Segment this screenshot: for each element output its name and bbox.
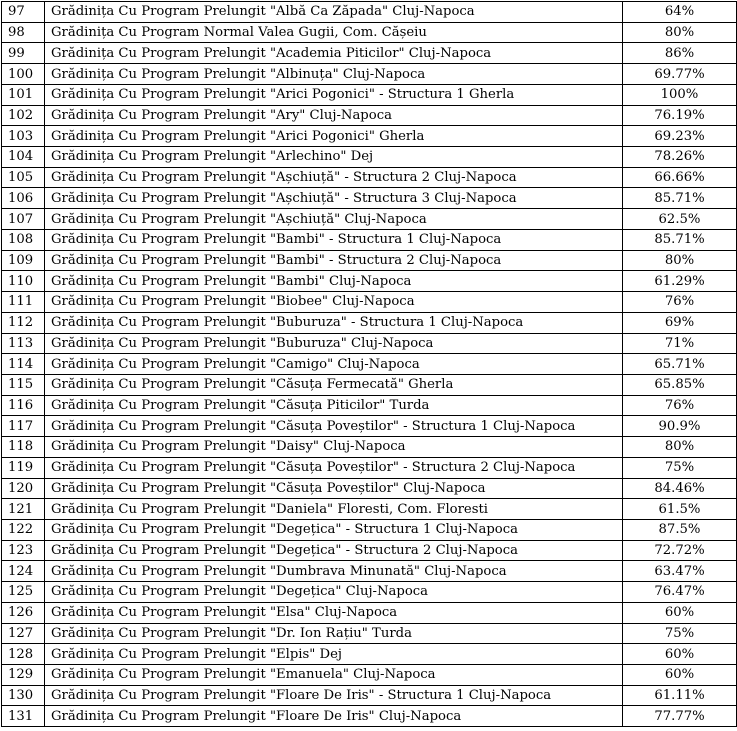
table-body bbox=[2, 2, 737, 727]
table-row bbox=[2, 685, 737, 706]
kindergarten-name-cell: Grădinița Cu Program Prelungit "Arlechino" Dej bbox=[45, 147, 623, 168]
table-row bbox=[2, 540, 737, 561]
table-row bbox=[2, 519, 737, 540]
kindergarten-name-cell: Grădinița Cu Program Prelungit "Degețica" - Structura 2 Cluj-Napoca bbox=[45, 540, 623, 561]
table-row bbox=[2, 354, 737, 375]
table-row bbox=[2, 209, 737, 230]
percentage-cell: 61.29% bbox=[623, 271, 737, 292]
kindergarten-name-cell: Grădinița Cu Program Prelungit "Dr. Ion Rațiu" Turda bbox=[45, 623, 623, 644]
percentage-cell: 77.77% bbox=[623, 706, 737, 727]
table-row bbox=[2, 271, 737, 292]
row-number-cell: 128 bbox=[2, 644, 45, 665]
row-number-cell: 103 bbox=[2, 126, 45, 147]
percentage-cell: 61.11% bbox=[623, 685, 737, 706]
kindergarten-name-cell: Grădinița Cu Program Prelungit "Daniela" Floresti, Com. Floresti bbox=[45, 499, 623, 520]
percentage-cell: 60% bbox=[623, 602, 737, 623]
percentage-cell: 62.5% bbox=[623, 209, 737, 230]
percentage-cell: 100% bbox=[623, 84, 737, 105]
row-number-cell: 99 bbox=[2, 43, 45, 64]
table-row bbox=[2, 437, 737, 458]
row-number-cell: 102 bbox=[2, 105, 45, 126]
percentage-cell: 80% bbox=[623, 437, 737, 458]
kindergarten-name-cell: Grădinița Cu Program Prelungit "Așchiuță" - Structura 2 Cluj-Napoca bbox=[45, 167, 623, 188]
percentage-cell: 76% bbox=[623, 292, 737, 313]
row-number-cell: 112 bbox=[2, 312, 45, 333]
row-number-cell: 114 bbox=[2, 354, 45, 375]
table-row bbox=[2, 374, 737, 395]
row-number-cell: 119 bbox=[2, 457, 45, 478]
row-number-cell: 118 bbox=[2, 437, 45, 458]
percentage-cell: 72.72% bbox=[623, 540, 737, 561]
row-number-cell: 127 bbox=[2, 623, 45, 644]
kindergarten-name-cell: Grădinița Cu Program Prelungit "Floare De Iris" - Structura 1 Cluj-Napoca bbox=[45, 685, 623, 706]
table-row bbox=[2, 2, 737, 23]
table-row bbox=[2, 64, 737, 85]
table-row bbox=[2, 292, 737, 313]
percentage-cell: 63.47% bbox=[623, 561, 737, 582]
table-row bbox=[2, 188, 737, 209]
percentage-cell: 87.5% bbox=[623, 519, 737, 540]
table-row bbox=[2, 312, 737, 333]
kindergarten-name-cell: Grădinița Cu Program Prelungit "Bambi" Cluj-Napoca bbox=[45, 271, 623, 292]
row-number-cell: 111 bbox=[2, 292, 45, 313]
percentage-cell: 65.71% bbox=[623, 354, 737, 375]
table-row bbox=[2, 167, 737, 188]
table-row bbox=[2, 84, 737, 105]
table-row bbox=[2, 229, 737, 250]
percentage-cell: 75% bbox=[623, 457, 737, 478]
table-row bbox=[2, 582, 737, 603]
row-number-cell: 125 bbox=[2, 582, 45, 603]
row-number-cell: 121 bbox=[2, 499, 45, 520]
kindergarten-table bbox=[1, 1, 737, 727]
kindergarten-name-cell: Grădinița Cu Program Prelungit "Buburuza" - Structura 1 Cluj-Napoca bbox=[45, 312, 623, 333]
row-number-cell: 122 bbox=[2, 519, 45, 540]
row-number-cell: 117 bbox=[2, 416, 45, 437]
percentage-cell: 69.77% bbox=[623, 64, 737, 85]
kindergarten-name-cell: Grădinița Cu Program Prelungit "Elsa" Cluj-Napoca bbox=[45, 602, 623, 623]
percentage-cell: 85.71% bbox=[623, 229, 737, 250]
kindergarten-name-cell: Grădinița Cu Program Prelungit "Albinuța" Cluj-Napoca bbox=[45, 64, 623, 85]
row-number-cell: 123 bbox=[2, 540, 45, 561]
table-row bbox=[2, 105, 737, 126]
kindergarten-name-cell: Grădinița Cu Program Prelungit "Arici Pogonici" - Structura 1 Gherla bbox=[45, 84, 623, 105]
table-row bbox=[2, 499, 737, 520]
table-row bbox=[2, 457, 737, 478]
percentage-cell: 86% bbox=[623, 43, 737, 64]
kindergarten-name-cell: Grădinița Cu Program Prelungit "Biobee" Cluj-Napoca bbox=[45, 292, 623, 313]
table-row bbox=[2, 706, 737, 727]
table-row bbox=[2, 644, 737, 665]
kindergarten-name-cell: Grădinița Cu Program Prelungit "Degețica" - Structura 1 Cluj-Napoca bbox=[45, 519, 623, 540]
percentage-cell: 71% bbox=[623, 333, 737, 354]
row-number-cell: 120 bbox=[2, 478, 45, 499]
row-number-cell: 110 bbox=[2, 271, 45, 292]
kindergarten-name-cell: Grădinița Cu Program Prelungit "Degețica" Cluj-Napoca bbox=[45, 582, 623, 603]
kindergarten-name-cell: Grădinița Cu Program Prelungit "Căsuța Fermecată" Gherla bbox=[45, 374, 623, 395]
table-row bbox=[2, 126, 737, 147]
table-row bbox=[2, 333, 737, 354]
row-number-cell: 108 bbox=[2, 229, 45, 250]
kindergarten-name-cell: Grădinița Cu Program Prelungit "Albă Ca Zăpada" Cluj-Napoca bbox=[45, 2, 623, 23]
row-number-cell: 113 bbox=[2, 333, 45, 354]
kindergarten-name-cell: Grădinița Cu Program Prelungit "Bambi" - Structura 2 Cluj-Napoca bbox=[45, 250, 623, 271]
row-number-cell: 115 bbox=[2, 374, 45, 395]
row-number-cell: 126 bbox=[2, 602, 45, 623]
kindergarten-name-cell: Grădinița Cu Program Prelungit "Emanuela" Cluj-Napoca bbox=[45, 665, 623, 686]
row-number-cell: 116 bbox=[2, 395, 45, 416]
row-number-cell: 98 bbox=[2, 22, 45, 43]
kindergarten-name-cell: Grădinița Cu Program Prelungit "Camigo" Cluj-Napoca bbox=[45, 354, 623, 375]
kindergarten-name-cell: Grădinița Cu Program Prelungit "Buburuza" Cluj-Napoca bbox=[45, 333, 623, 354]
percentage-cell: 80% bbox=[623, 22, 737, 43]
table-row bbox=[2, 478, 737, 499]
percentage-cell: 78.26% bbox=[623, 147, 737, 168]
percentage-cell: 69.23% bbox=[623, 126, 737, 147]
percentage-cell: 90.9% bbox=[623, 416, 737, 437]
table-row bbox=[2, 416, 737, 437]
table-row bbox=[2, 22, 737, 43]
row-number-cell: 124 bbox=[2, 561, 45, 582]
percentage-cell: 69% bbox=[623, 312, 737, 333]
percentage-cell: 66.66% bbox=[623, 167, 737, 188]
kindergarten-name-cell: Grădinița Cu Program Normal Valea Gugii, Com. Cășeiu bbox=[45, 22, 623, 43]
percentage-cell: 80% bbox=[623, 250, 737, 271]
row-number-cell: 105 bbox=[2, 167, 45, 188]
percentage-cell: 60% bbox=[623, 665, 737, 686]
kindergarten-name-cell: Grădinița Cu Program Prelungit "Floare De Iris" Cluj-Napoca bbox=[45, 706, 623, 727]
percentage-cell: 64% bbox=[623, 2, 737, 23]
row-number-cell: 129 bbox=[2, 665, 45, 686]
row-number-cell: 100 bbox=[2, 64, 45, 85]
kindergarten-name-cell: Grădinița Cu Program Prelungit "Așchiuță" Cluj-Napoca bbox=[45, 209, 623, 230]
row-number-cell: 131 bbox=[2, 706, 45, 727]
percentage-cell: 60% bbox=[623, 644, 737, 665]
percentage-cell: 61.5% bbox=[623, 499, 737, 520]
table-row bbox=[2, 395, 737, 416]
row-number-cell: 97 bbox=[2, 2, 45, 23]
percentage-cell: 76% bbox=[623, 395, 737, 416]
kindergarten-name-cell: Grădinița Cu Program Prelungit "Căsuța Piticilor" Turda bbox=[45, 395, 623, 416]
table-row bbox=[2, 602, 737, 623]
table-row bbox=[2, 561, 737, 582]
kindergarten-name-cell: Grădinița Cu Program Prelungit "Căsuța Poveștilor" - Structura 1 Cluj-Napoca bbox=[45, 416, 623, 437]
percentage-cell: 84.46% bbox=[623, 478, 737, 499]
percentage-cell: 76.47% bbox=[623, 582, 737, 603]
kindergarten-name-cell: Grădinița Cu Program Prelungit "Elpis" Dej bbox=[45, 644, 623, 665]
kindergarten-name-cell: Grădinița Cu Program Prelungit "Bambi" - Structura 1 Cluj-Napoca bbox=[45, 229, 623, 250]
row-number-cell: 101 bbox=[2, 84, 45, 105]
table-row bbox=[2, 43, 737, 64]
row-number-cell: 107 bbox=[2, 209, 45, 230]
table-row bbox=[2, 250, 737, 271]
kindergarten-name-cell: Grădinița Cu Program Prelungit "Academia Piticilor" Cluj-Napoca bbox=[45, 43, 623, 64]
row-number-cell: 104 bbox=[2, 147, 45, 168]
kindergarten-name-cell: Grădinița Cu Program Prelungit "Căsuța Poveștilor" Cluj-Napoca bbox=[45, 478, 623, 499]
percentage-cell: 65.85% bbox=[623, 374, 737, 395]
table-row bbox=[2, 623, 737, 644]
row-number-cell: 109 bbox=[2, 250, 45, 271]
kindergarten-name-cell: Grădinița Cu Program Prelungit "Arici Pogonici" Gherla bbox=[45, 126, 623, 147]
kindergarten-name-cell: Grădinița Cu Program Prelungit "Dumbrava Minunată" Cluj-Napoca bbox=[45, 561, 623, 582]
kindergarten-name-cell: Grădinița Cu Program Prelungit "Așchiuță" - Structura 3 Cluj-Napoca bbox=[45, 188, 623, 209]
table-row bbox=[2, 665, 737, 686]
row-number-cell: 130 bbox=[2, 685, 45, 706]
percentage-cell: 75% bbox=[623, 623, 737, 644]
kindergarten-name-cell: Grădinița Cu Program Prelungit "Daisy" Cluj-Napoca bbox=[45, 437, 623, 458]
percentage-cell: 76.19% bbox=[623, 105, 737, 126]
table-row bbox=[2, 147, 737, 168]
percentage-cell: 85.71% bbox=[623, 188, 737, 209]
kindergarten-name-cell: Grădinița Cu Program Prelungit "Căsuța Poveștilor" - Structura 2 Cluj-Napoca bbox=[45, 457, 623, 478]
row-number-cell: 106 bbox=[2, 188, 45, 209]
kindergarten-name-cell: Grădinița Cu Program Prelungit "Ary" Cluj-Napoca bbox=[45, 105, 623, 126]
